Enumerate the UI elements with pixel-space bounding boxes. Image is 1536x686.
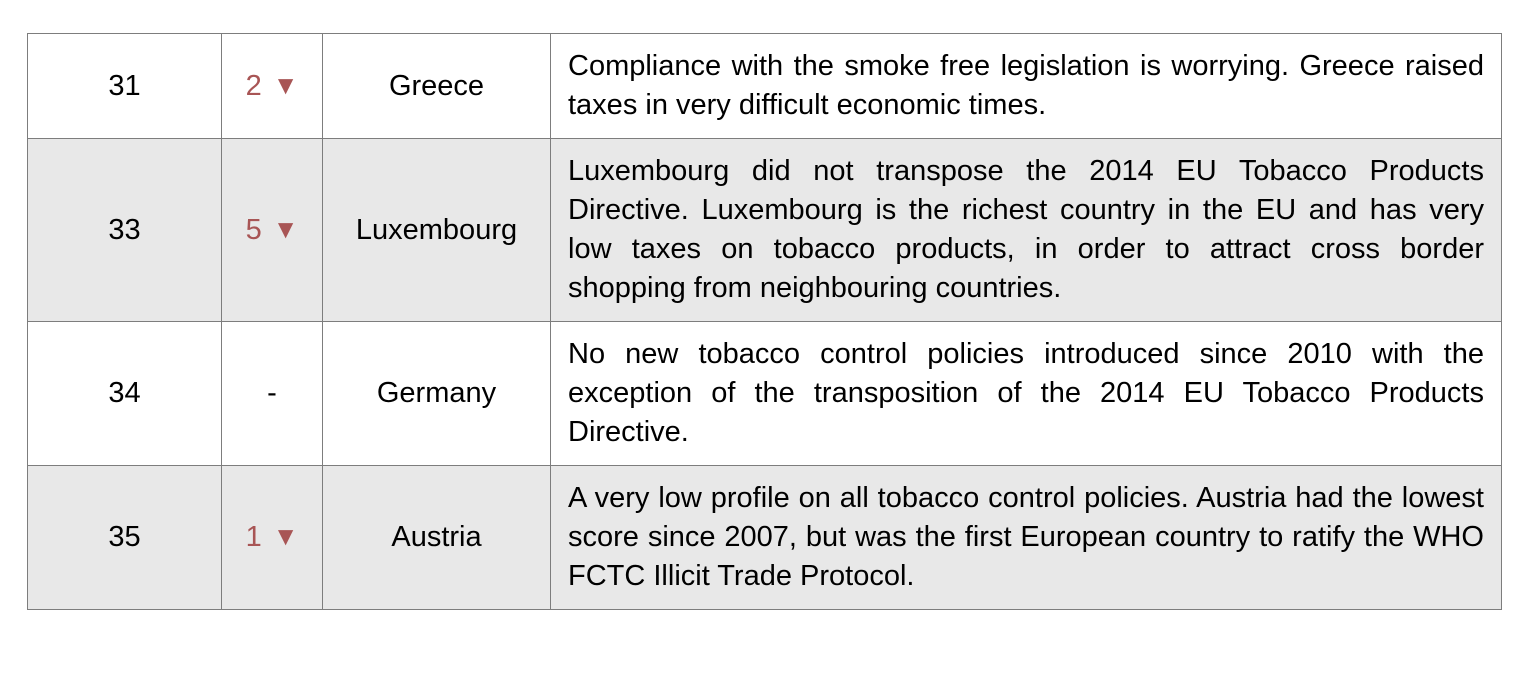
table-row-luxembourg bbox=[28, 139, 1502, 322]
rank-down-icon: ▼ bbox=[272, 69, 299, 100]
rank-change-value: 2 bbox=[245, 69, 262, 102]
country-comment: Compliance with the smoke free legislation is worrying. Greece raised taxes in very difficult economic times. bbox=[551, 34, 1502, 139]
country-name: Luxembourg bbox=[323, 139, 551, 322]
rank-down-icon: ▼ bbox=[272, 521, 299, 551]
rank-change-value: 1 bbox=[245, 521, 262, 553]
rank-value: 34 bbox=[28, 322, 222, 466]
rank-change-value: 5 bbox=[245, 213, 262, 246]
country-name: Greece bbox=[323, 34, 551, 139]
rank-change-cell bbox=[222, 466, 323, 610]
country-comment: No new tobacco control policies introduced since 2010 with the exception of the transposition of the 2014 EU Tobacco Products Directive. bbox=[551, 322, 1502, 466]
rank-value: 33 bbox=[28, 139, 222, 322]
rank-change-value: - bbox=[267, 377, 277, 409]
rank-value: 35 bbox=[28, 466, 222, 610]
country-name: Germany bbox=[323, 322, 551, 466]
rank-change-cell bbox=[222, 34, 323, 139]
country-name: Austria bbox=[323, 466, 551, 610]
rank-change-cell bbox=[222, 322, 323, 466]
rank-down-icon: ▼ bbox=[272, 213, 299, 244]
table-row-germany bbox=[28, 322, 1502, 466]
table-row-greece bbox=[28, 34, 1502, 139]
country-ranking-table bbox=[27, 33, 1502, 610]
table-row-austria bbox=[28, 466, 1502, 610]
rank-change-cell bbox=[222, 139, 323, 322]
rank-value: 31 bbox=[28, 34, 222, 139]
country-comment: Luxembourg did not transpose the 2014 EU Tobacco Products Directive. Luxembourg is the richest country in the EU and has very low taxes on tobacco products, in order to attract cross border shopping from neighbouring countries. bbox=[551, 139, 1502, 322]
country-comment: A very low profile on all tobacco control policies. Austria had the lowest score since 2007, but was the first European country to ratify the WHO FCTC Illicit Trade Protocol. bbox=[551, 466, 1502, 610]
